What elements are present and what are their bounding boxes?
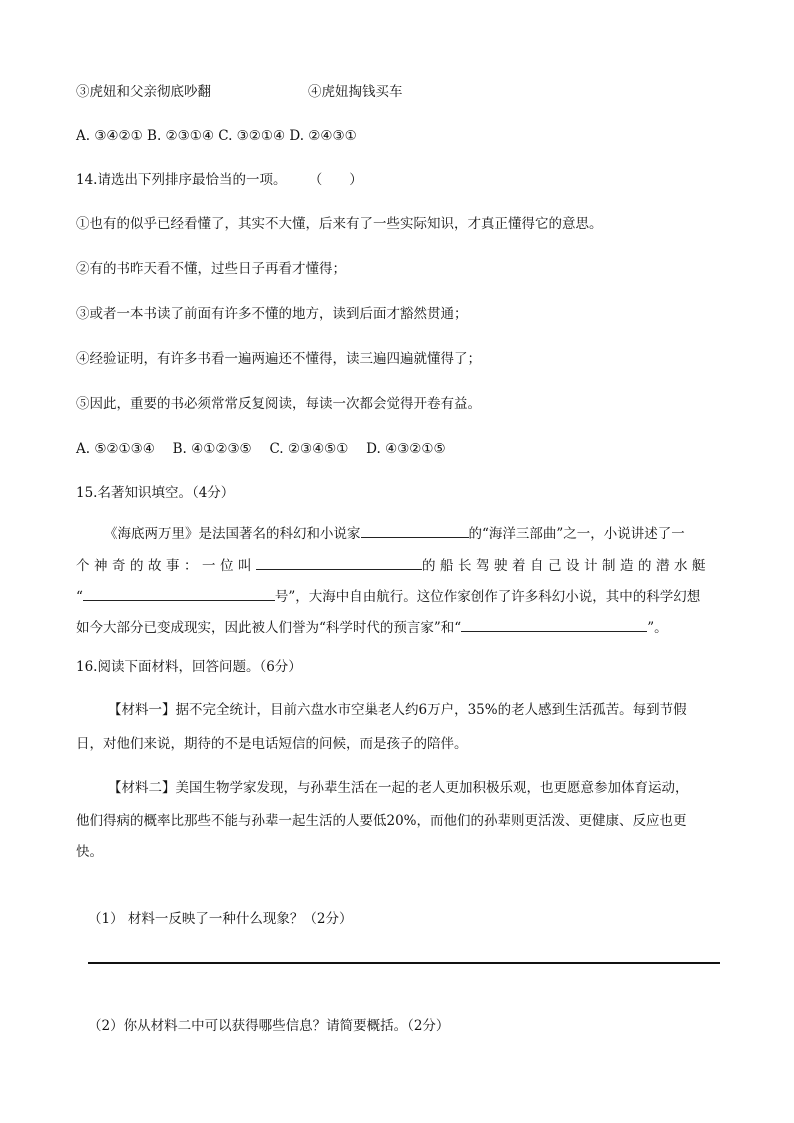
material-2-line-1: 【材料二】美国生物学家发现，与孙辈生活在一起的老人更加积极乐观，也更愿意参加体育运动，	[108, 780, 689, 796]
q16-stem: 16.阅读下面材料，回答问题。（6分）	[76, 659, 302, 675]
q15-line-1	[104, 523, 685, 544]
answer-line[interactable]	[88, 962, 720, 964]
q15-line-3-b: 号”，大海中自由航行。这位作家创作了许多科幻小说，其中的科学幻想	[274, 589, 701, 605]
q15-line-2	[76, 555, 710, 576]
q15-line-4-b: ”。	[647, 620, 668, 636]
q14-sentence-1: ①也有的似乎已经看懂了，其实不大懂，后来有了一些实际知识，才真正懂得它的意思。	[76, 216, 603, 232]
q14-sentence-5: ⑤因此，重要的书必须常常反复阅读，每读一次都会觉得开卷有益。	[76, 396, 481, 412]
q15-stem: 15.名著知识填空。（4分）	[76, 485, 235, 501]
q14-options: A. ⑤②①③④ B. ④①②③⑤ C. ②③④⑤① D. ④③②①⑤	[76, 441, 446, 457]
q15-line-1-a: 《海底两万里》是法国著名的科幻和小说家	[104, 526, 361, 542]
q15-line-4	[76, 617, 668, 638]
q14-answer-paren: （ ）	[308, 172, 363, 188]
q15-line-3	[76, 586, 700, 607]
q14-stem-text: 14.请选出下列排序最恰当的一项。	[76, 172, 287, 188]
q14-stem	[76, 170, 363, 190]
q14-sentence-2: ②有的书昨天看不懂，过些日子再看才懂得；	[76, 261, 346, 277]
q14-sentence-3: ③或者一本书读了前面有许多不懂的地方，读到后面才豁然贯通；	[76, 306, 468, 322]
q13-item-3: ③虎妞和父亲彻底吵翻	[76, 84, 211, 100]
q16-sub-question-1: （1） 材料一反映了一种什么现象？（2分）	[88, 911, 353, 927]
q15-line-4-a: 如今大部分已变成现实，因此被人们誉为“科学时代的预言家”和“	[76, 620, 462, 636]
material-1-line-1: 【材料一】据不完全统计，目前六盘水市空巢老人约6万户，35%的老人感到生活孤苦。每到节假	[108, 702, 687, 718]
title-blank[interactable]	[461, 617, 647, 632]
material-2-line-3: 快。	[76, 844, 103, 860]
q14-sentence-4: ④经验证明，有许多书看一遍两遍还不懂得，读三遍四遍就懂得了；	[76, 351, 481, 367]
material-1-line-2: 日，对他们来说，期待的不是电话短信的问候，而是孩子的陪伴。	[76, 736, 468, 752]
q13-options: A. ③④②① B. ②③①④ C. ③②①④ D. ②④③①	[76, 128, 357, 144]
q15-line-2-b: 的船长驾驶着自己设计制造的潜水艇	[422, 558, 710, 574]
material-2-line-2: 他们得病的概率比那些不能与孙辈一起生活的人要低20%，而他们的孙辈则更活泼、更健康、反应也更	[76, 813, 687, 829]
q13-item-4: ④虎妞掏钱买车	[308, 84, 403, 100]
author-blank[interactable]	[361, 523, 469, 538]
q15-line-1-b: 的“海洋三部曲”之一，小说讲述了一	[468, 526, 685, 542]
q16-sub-question-2: （2）你从材料二中可以获得哪些信息？请简要概括。（2分）	[88, 1018, 450, 1034]
submarine-blank[interactable]	[83, 586, 275, 601]
captain-blank[interactable]	[256, 555, 422, 570]
q15-line-2-a: 个神奇的故事：一位叫	[76, 558, 256, 574]
q15-line-3-a: “	[76, 589, 83, 605]
